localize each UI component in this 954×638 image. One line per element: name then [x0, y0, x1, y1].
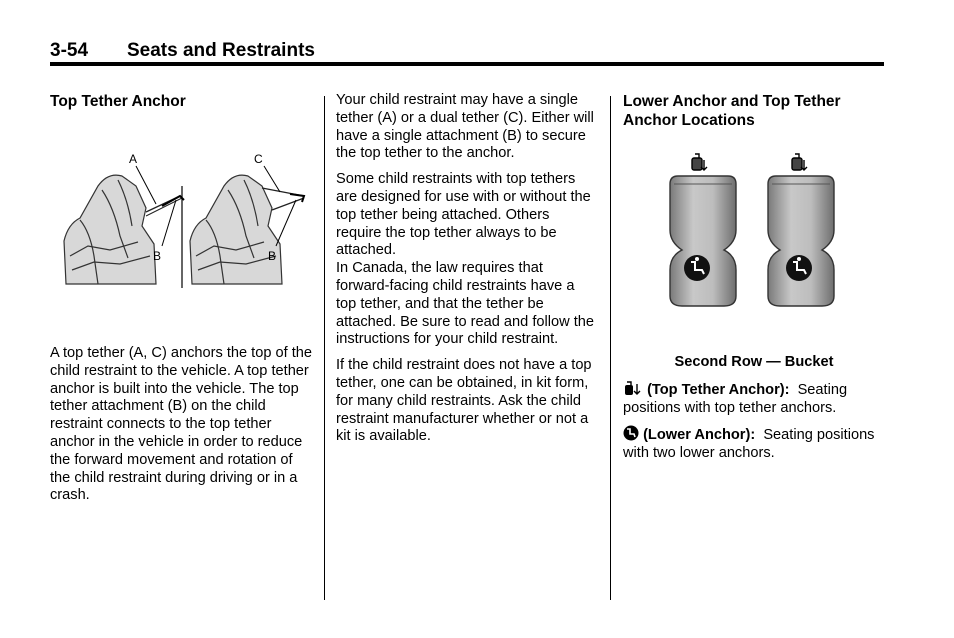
middle-column: [336, 92, 598, 454]
top-tether-anchor-icon: [623, 380, 643, 396]
tether-illustration: [58, 146, 314, 292]
bucket-seats-illustration: [664, 150, 844, 312]
header-rule: [50, 62, 884, 66]
section-title: Seats and Restraints: [127, 40, 315, 61]
column-divider-right: [610, 96, 611, 600]
canada-law-paragraph: In Canada, the law requires that forward-facing child restraints have a top tether, and that the tether be attached. Be sure to read and follow the instructions for your child restraint.: [336, 260, 594, 348]
figure-label-b-right: B: [268, 249, 277, 263]
legend-top-tether-description: Seating positions with top tether anchors.: [623, 381, 848, 416]
legend-lower-anchor-description: Seating positions with two lower anchors.: [623, 427, 875, 462]
bucket-seat-left: [670, 154, 736, 306]
figure-label-c: C: [254, 152, 263, 166]
left-column: [50, 92, 314, 111]
figure-label-b-left: B: [153, 249, 162, 263]
bucket-seat-right: [768, 154, 834, 306]
legend-lower-anchor-term: (Lower Anchor):: [643, 427, 756, 444]
top-tether-description: A top tether (A, C) anchors the top of the child restraint to the vehicle. A top tether anchor is built into the vehicle. The top tether attachment (B) on the child restraint connects to the top tether anchor in the vehicle in order to reduce the forward movement and rotation of the child restraint during driving or in a crash.: [50, 345, 313, 504]
child-seat-single-tether: [64, 175, 156, 284]
tether-usage-paragraph: Some child restraints with top tethers are designed for use with or without the top tether being attached. Others require the top tether always to be attached.: [336, 171, 591, 259]
legend-lower-anchor: [623, 425, 885, 463]
legend-top-tether: [623, 380, 885, 418]
right-column-body: [623, 354, 885, 471]
lower-anchor-icon: [623, 425, 639, 441]
figure-caption: Second Row — Bucket: [674, 354, 834, 370]
legend-top-tether-term: (Top Tether Anchor):: [647, 381, 790, 398]
top-tether-anchor-icon: [692, 154, 707, 170]
tether-types-paragraph: Your child restraint may have a single tether (A) or a dual tether (C). Either will have a single attachment (B) to secure the top tether to the anchor.: [336, 92, 594, 162]
left-column-body: [50, 345, 314, 513]
page-number: 3-54: [50, 40, 89, 61]
lower-anchor-icon: [684, 255, 710, 281]
lower-anchor-icon: [786, 255, 812, 281]
child-seat-dual-tether: [190, 175, 282, 284]
figure-label-a: A: [129, 152, 138, 166]
right-column: [623, 92, 885, 130]
anchor-locations-heading: Lower Anchor and Top Tether Anchor Locations: [623, 93, 841, 129]
column-divider-left: [324, 96, 325, 600]
top-tether-anchor-icon: [792, 154, 807, 170]
top-tether-anchor-heading: Top Tether Anchor: [50, 93, 186, 110]
tether-kit-paragraph: If the child restraint does not have a top tether, one can be obtained, in kit form, for many child restraints. Ask the child restraint manufacturer whether or not a kit is available.: [336, 357, 592, 445]
